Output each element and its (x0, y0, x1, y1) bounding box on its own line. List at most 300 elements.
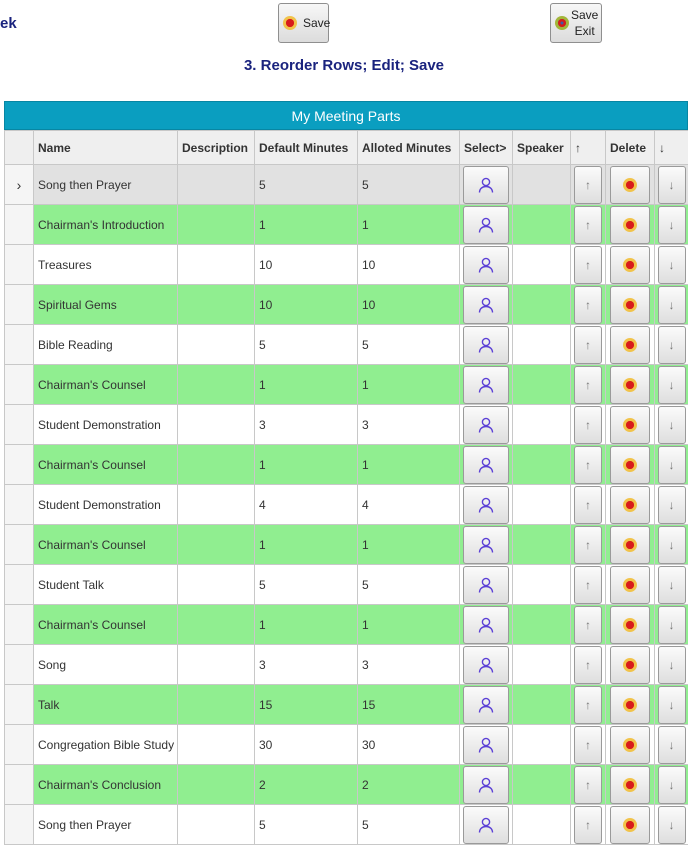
select-cell (460, 805, 513, 845)
move-down-button[interactable] (658, 366, 686, 404)
name-cell[interactable]: Chairman's Counsel (34, 525, 178, 565)
select-cell (460, 645, 513, 685)
up-cell (571, 325, 606, 365)
default-minutes-cell[interactable]: 3 (255, 645, 358, 685)
down-cell (655, 725, 688, 765)
save-button[interactable] (278, 3, 329, 43)
up-cell (571, 765, 606, 805)
stop-icon (623, 778, 637, 792)
speaker-cell[interactable] (513, 565, 571, 605)
arrow-down-icon: ↓ (668, 417, 675, 432)
arrow-up-icon: ↑ (585, 417, 591, 432)
row-indicator[interactable] (5, 485, 34, 525)
description-cell[interactable] (178, 445, 255, 485)
person-icon (477, 696, 495, 714)
speaker-cell[interactable] (513, 725, 571, 765)
description-cell[interactable] (178, 765, 255, 805)
alloted-minutes-cell[interactable]: 10 (358, 245, 460, 285)
default-minutes-cell[interactable]: 1 (255, 205, 358, 245)
alloted-minutes-cell[interactable]: 3 (358, 405, 460, 445)
select-speaker-button[interactable] (463, 246, 509, 284)
alloted-minutes-cell[interactable]: 15 (358, 685, 460, 725)
delete-row-button[interactable] (610, 206, 650, 244)
move-down-button[interactable] (658, 526, 686, 564)
move-up-button[interactable] (574, 646, 602, 684)
arrow-up-icon: ↑ (585, 257, 591, 272)
move-down-button[interactable] (658, 406, 686, 444)
down-cell (655, 765, 688, 805)
table-row[interactable] (5, 525, 688, 565)
move-down-button[interactable] (658, 486, 686, 524)
delete-row-button[interactable] (610, 406, 650, 444)
table-row[interactable] (5, 725, 688, 765)
default-minutes-cell[interactable]: 1 (255, 605, 358, 645)
arrow-up-icon: ↑ (585, 377, 591, 392)
speaker-cell[interactable] (513, 365, 571, 405)
person-icon (477, 456, 495, 474)
person-icon (477, 176, 495, 194)
delete-row-button[interactable] (610, 286, 650, 324)
person-icon (477, 416, 495, 434)
table-row[interactable] (5, 805, 688, 845)
description-cell[interactable] (178, 325, 255, 365)
delete-cell (606, 365, 655, 405)
move-down-button[interactable] (658, 166, 686, 204)
delete-row-button[interactable] (610, 326, 650, 364)
default-minutes-cell[interactable]: 1 (255, 525, 358, 565)
header-row (5, 131, 688, 165)
row-indicator[interactable] (5, 685, 34, 725)
row-indicator[interactable] (5, 165, 34, 205)
move-down-button[interactable] (658, 766, 686, 804)
person-icon (477, 216, 495, 234)
move-down-button[interactable] (658, 606, 686, 644)
down-cell (655, 165, 688, 205)
arrow-down-icon: ↓ (668, 177, 675, 192)
default-minutes-cell[interactable]: 4 (255, 485, 358, 525)
speaker-cell[interactable] (513, 165, 571, 205)
description-cell[interactable] (178, 645, 255, 685)
select-speaker-button[interactable] (463, 326, 509, 364)
delete-row-button[interactable] (610, 726, 650, 764)
down-cell (655, 605, 688, 645)
default-minutes-cell[interactable]: 5 (255, 805, 358, 845)
default-minutes-cell[interactable]: 15 (255, 685, 358, 725)
name-cell[interactable]: Student Talk (34, 565, 178, 605)
select-speaker-button[interactable] (463, 806, 509, 844)
stop-icon (283, 16, 297, 30)
column-header-name[interactable]: Name (34, 131, 178, 165)
stop-icon (623, 378, 637, 392)
up-cell (571, 485, 606, 525)
speaker-cell[interactable] (513, 245, 571, 285)
description-cell[interactable] (178, 605, 255, 645)
select-cell (460, 605, 513, 645)
delete-row-button[interactable] (610, 366, 650, 404)
name-cell[interactable]: Talk (34, 685, 178, 725)
select-speaker-button[interactable] (463, 206, 509, 244)
delete-row-button[interactable] (610, 526, 650, 564)
name-cell[interactable]: Chairman's Counsel (34, 365, 178, 405)
up-cell (571, 725, 606, 765)
down-cell (655, 685, 688, 725)
description-cell[interactable] (178, 165, 255, 205)
row-indicator[interactable] (5, 565, 34, 605)
alloted-minutes-cell[interactable]: 10 (358, 285, 460, 325)
up-cell (571, 685, 606, 725)
down-cell (655, 205, 688, 245)
arrow-up-icon: ↑ (585, 217, 591, 232)
arrow-down-icon: ↓ (668, 297, 675, 312)
description-cell[interactable] (178, 685, 255, 725)
name-cell[interactable]: Spiritual Gems (34, 285, 178, 325)
down-cell (655, 645, 688, 685)
move-up-button[interactable] (574, 446, 602, 484)
up-cell (571, 605, 606, 645)
table-row[interactable] (5, 685, 688, 725)
name-cell[interactable]: Chairman's Counsel (34, 445, 178, 485)
move-up-button[interactable] (574, 206, 602, 244)
description-cell[interactable] (178, 805, 255, 845)
speaker-cell[interactable] (513, 605, 571, 645)
default-minutes-cell[interactable]: 2 (255, 765, 358, 805)
row-indicator[interactable] (5, 765, 34, 805)
alloted-minutes-cell[interactable]: 5 (358, 565, 460, 605)
up-cell (571, 285, 606, 325)
person-icon (477, 336, 495, 354)
table-row[interactable] (5, 325, 688, 365)
alloted-minutes-cell[interactable]: 5 (358, 805, 460, 845)
row-indicator[interactable] (5, 445, 34, 485)
arrow-down-icon: ↓ (668, 657, 675, 672)
speaker-cell[interactable] (513, 485, 571, 525)
alloted-minutes-cell[interactable]: 1 (358, 445, 460, 485)
default-minutes-cell[interactable]: 3 (255, 405, 358, 445)
table-row[interactable] (5, 165, 688, 205)
down-cell (655, 445, 688, 485)
stop-icon (555, 16, 569, 30)
person-icon (477, 616, 495, 634)
stop-icon (623, 818, 637, 832)
select-speaker-button[interactable] (463, 686, 509, 724)
select-speaker-button[interactable] (463, 286, 509, 324)
select-cell (460, 565, 513, 605)
speaker-cell[interactable] (513, 285, 571, 325)
move-up-button[interactable] (574, 166, 602, 204)
name-cell[interactable]: Chairman's Introduction (34, 205, 178, 245)
move-down-button[interactable] (658, 686, 686, 724)
alloted-minutes-cell[interactable]: 5 (358, 165, 460, 205)
arrow-up-icon: ↑ (585, 337, 591, 352)
description-cell[interactable] (178, 365, 255, 405)
row-indicator[interactable] (5, 245, 34, 285)
arrow-down-icon: ↓ (668, 217, 675, 232)
select-cell (460, 405, 513, 445)
row-indicator[interactable] (5, 725, 34, 765)
person-icon (477, 656, 495, 674)
name-cell[interactable]: Congregation Bible Study (34, 725, 178, 765)
speaker-cell[interactable] (513, 645, 571, 685)
stop-icon (623, 578, 637, 592)
delete-row-button[interactable] (610, 446, 650, 484)
save-exit-button[interactable] (550, 3, 602, 43)
select-speaker-button[interactable] (463, 526, 509, 564)
week-label-fragment: ek (0, 15, 17, 32)
arrow-up-icon: ↑ (585, 777, 591, 792)
move-up-button[interactable] (574, 366, 602, 404)
alloted-minutes-cell[interactable]: 1 (358, 605, 460, 645)
move-up-button[interactable] (574, 406, 602, 444)
speaker-cell[interactable] (513, 765, 571, 805)
default-minutes-cell[interactable]: 10 (255, 285, 358, 325)
person-icon (477, 496, 495, 514)
move-up-button[interactable] (574, 606, 602, 644)
move-down-button[interactable] (658, 566, 686, 604)
move-up-button[interactable] (574, 566, 602, 604)
name-cell[interactable]: Chairman's Conclusion (34, 765, 178, 805)
arrow-up-icon: ↑ (585, 577, 591, 592)
current-row-indicator: › (16, 176, 22, 193)
table-row[interactable] (5, 765, 688, 805)
default-minutes-cell[interactable]: 5 (255, 565, 358, 605)
up-cell (571, 445, 606, 485)
description-cell[interactable] (178, 525, 255, 565)
row-indicator[interactable] (5, 805, 34, 845)
select-cell (460, 165, 513, 205)
save-button-label: Save (303, 16, 331, 30)
step-heading: 3. Reorder Rows; Edit; Save (243, 57, 445, 74)
person-icon (477, 296, 495, 314)
speaker-cell[interactable] (513, 205, 571, 245)
delete-row-button[interactable] (610, 486, 650, 524)
select-speaker-button[interactable] (463, 366, 509, 404)
stop-icon (623, 538, 637, 552)
select-speaker-button[interactable] (463, 166, 509, 204)
arrow-up-icon: ↑ (585, 177, 591, 192)
alloted-minutes-cell[interactable]: 1 (358, 365, 460, 405)
move-up-button[interactable] (574, 686, 602, 724)
row-indicator[interactable] (5, 285, 34, 325)
move-down-button[interactable] (658, 286, 686, 324)
table-row[interactable] (5, 485, 688, 525)
move-up-button[interactable] (574, 526, 602, 564)
move-down-button[interactable] (658, 326, 686, 364)
stop-icon (623, 498, 637, 512)
speaker-cell[interactable] (513, 325, 571, 365)
delete-row-button[interactable] (610, 246, 650, 284)
name-cell[interactable]: Song then Prayer (34, 805, 178, 845)
speaker-cell[interactable] (513, 445, 571, 485)
arrow-down-icon: ↓ (668, 257, 675, 272)
default-minutes-cell[interactable]: 1 (255, 445, 358, 485)
up-cell (571, 805, 606, 845)
arrow-down-icon: ↓ (668, 457, 675, 472)
down-cell (655, 405, 688, 445)
speaker-cell[interactable] (513, 805, 571, 845)
arrow-up-icon: ↑ (585, 737, 591, 752)
arrow-up-icon: ↑ (585, 297, 591, 312)
alloted-minutes-cell[interactable]: 3 (358, 645, 460, 685)
column-header-select[interactable]: Select> (460, 131, 513, 165)
delete-row-button[interactable] (610, 806, 650, 844)
column-header-default-minutes[interactable]: Default Minutes (255, 131, 358, 165)
alloted-minutes-cell[interactable]: 30 (358, 725, 460, 765)
down-cell (655, 805, 688, 845)
column-header-delete[interactable]: Delete (606, 131, 655, 165)
delete-row-button[interactable] (610, 166, 650, 204)
name-cell[interactable]: Treasures (34, 245, 178, 285)
stop-icon (623, 698, 637, 712)
arrow-down-icon: ↓ (668, 737, 675, 752)
name-cell[interactable]: Song then Prayer (34, 165, 178, 205)
delete-row-button[interactable] (610, 766, 650, 804)
name-cell[interactable]: Student Demonstration (34, 485, 178, 525)
down-cell (655, 365, 688, 405)
up-cell (571, 525, 606, 565)
grid-title: My Meeting Parts (4, 101, 688, 130)
row-indicator[interactable] (5, 365, 34, 405)
table-row[interactable] (5, 245, 688, 285)
alloted-minutes-cell[interactable]: 5 (358, 325, 460, 365)
table-row[interactable] (5, 605, 688, 645)
delete-cell (606, 805, 655, 845)
row-indicator[interactable] (5, 645, 34, 685)
name-cell[interactable]: Chairman's Counsel (34, 605, 178, 645)
delete-cell (606, 605, 655, 645)
person-icon (477, 736, 495, 754)
speaker-cell[interactable] (513, 405, 571, 445)
up-cell (571, 165, 606, 205)
move-down-button[interactable] (658, 446, 686, 484)
select-cell (460, 325, 513, 365)
column-header-speaker[interactable]: Speaker (513, 131, 571, 165)
column-header-up[interactable]: ↑ (571, 131, 606, 165)
description-cell[interactable] (178, 565, 255, 605)
select-speaker-button[interactable] (463, 446, 509, 484)
move-up-button[interactable] (574, 286, 602, 324)
name-cell[interactable]: Student Demonstration (34, 405, 178, 445)
row-indicator[interactable] (5, 205, 34, 245)
table-row[interactable] (5, 405, 688, 445)
move-down-button[interactable] (658, 646, 686, 684)
select-speaker-button[interactable] (463, 606, 509, 644)
move-up-button[interactable] (574, 806, 602, 844)
up-cell (571, 205, 606, 245)
delete-cell (606, 285, 655, 325)
move-up-button[interactable] (574, 726, 602, 764)
arrow-up-icon: ↑ (585, 817, 591, 832)
arrow-down-icon: ↓ (668, 577, 675, 592)
description-cell[interactable] (178, 205, 255, 245)
row-indicator[interactable] (5, 605, 34, 645)
delete-cell (606, 725, 655, 765)
arrow-down-icon: ↓ (668, 377, 675, 392)
description-cell[interactable] (178, 285, 255, 325)
speaker-cell[interactable] (513, 525, 571, 565)
name-cell[interactable]: Song (34, 645, 178, 685)
delete-cell (606, 525, 655, 565)
move-down-button[interactable] (658, 246, 686, 284)
description-cell[interactable] (178, 725, 255, 765)
table-row[interactable] (5, 565, 688, 605)
arrow-down-icon: ↓ (668, 777, 675, 792)
select-speaker-button[interactable] (463, 766, 509, 804)
arrow-down-icon: ↓ (668, 617, 675, 632)
table-row[interactable] (5, 445, 688, 485)
move-up-button[interactable] (574, 766, 602, 804)
move-up-button[interactable] (574, 326, 602, 364)
default-minutes-cell[interactable]: 5 (255, 165, 358, 205)
indicator-header (5, 131, 34, 165)
default-minutes-cell[interactable]: 1 (255, 365, 358, 405)
table-row[interactable] (5, 645, 688, 685)
row-indicator[interactable] (5, 525, 34, 565)
select-speaker-button[interactable] (463, 566, 509, 604)
row-indicator[interactable] (5, 405, 34, 445)
arrow-up-icon: ↑ (585, 537, 591, 552)
column-header-alloted-minutes[interactable]: Alloted Minutes (358, 131, 460, 165)
delete-cell (606, 445, 655, 485)
select-speaker-button[interactable] (463, 646, 509, 684)
save-exit-label-line2: Exit (574, 24, 595, 38)
move-down-button[interactable] (658, 806, 686, 844)
name-cell[interactable]: Bible Reading (34, 325, 178, 365)
description-cell[interactable] (178, 485, 255, 525)
delete-cell (606, 685, 655, 725)
description-cell[interactable] (178, 405, 255, 445)
delete-cell (606, 645, 655, 685)
save-exit-label (571, 7, 598, 39)
column-header-down[interactable]: ↓ (655, 131, 688, 165)
alloted-minutes-cell[interactable]: 4 (358, 485, 460, 525)
move-up-button[interactable] (574, 486, 602, 524)
move-up-button[interactable] (574, 246, 602, 284)
stop-icon (623, 218, 637, 232)
arrow-down-icon: ↓ (668, 697, 675, 712)
select-speaker-button[interactable] (463, 406, 509, 444)
delete-cell (606, 165, 655, 205)
default-minutes-cell[interactable]: 30 (255, 725, 358, 765)
default-minutes-cell[interactable]: 5 (255, 325, 358, 365)
arrow-up-icon: ↑ (585, 617, 591, 632)
delete-row-button[interactable] (610, 566, 650, 604)
select-speaker-button[interactable] (463, 486, 509, 524)
delete-cell (606, 485, 655, 525)
speaker-cell[interactable] (513, 685, 571, 725)
select-cell (460, 285, 513, 325)
default-minutes-cell[interactable]: 10 (255, 245, 358, 285)
delete-row-button[interactable] (610, 606, 650, 644)
person-icon (477, 776, 495, 794)
row-indicator[interactable] (5, 325, 34, 365)
column-header-description[interactable]: Description (178, 131, 255, 165)
table-row[interactable] (5, 285, 688, 325)
delete-row-button[interactable] (610, 646, 650, 684)
description-cell[interactable] (178, 245, 255, 285)
arrow-down-icon: ↓ (668, 337, 675, 352)
move-down-button[interactable] (658, 726, 686, 764)
alloted-minutes-cell[interactable]: 2 (358, 765, 460, 805)
alloted-minutes-cell[interactable]: 1 (358, 525, 460, 565)
table-row[interactable] (5, 365, 688, 405)
delete-row-button[interactable] (610, 686, 650, 724)
alloted-minutes-cell[interactable]: 1 (358, 205, 460, 245)
arrow-up-icon: ↑ (585, 697, 591, 712)
move-down-button[interactable] (658, 206, 686, 244)
table-row[interactable] (5, 205, 688, 245)
select-speaker-button[interactable] (463, 726, 509, 764)
select-cell (460, 765, 513, 805)
